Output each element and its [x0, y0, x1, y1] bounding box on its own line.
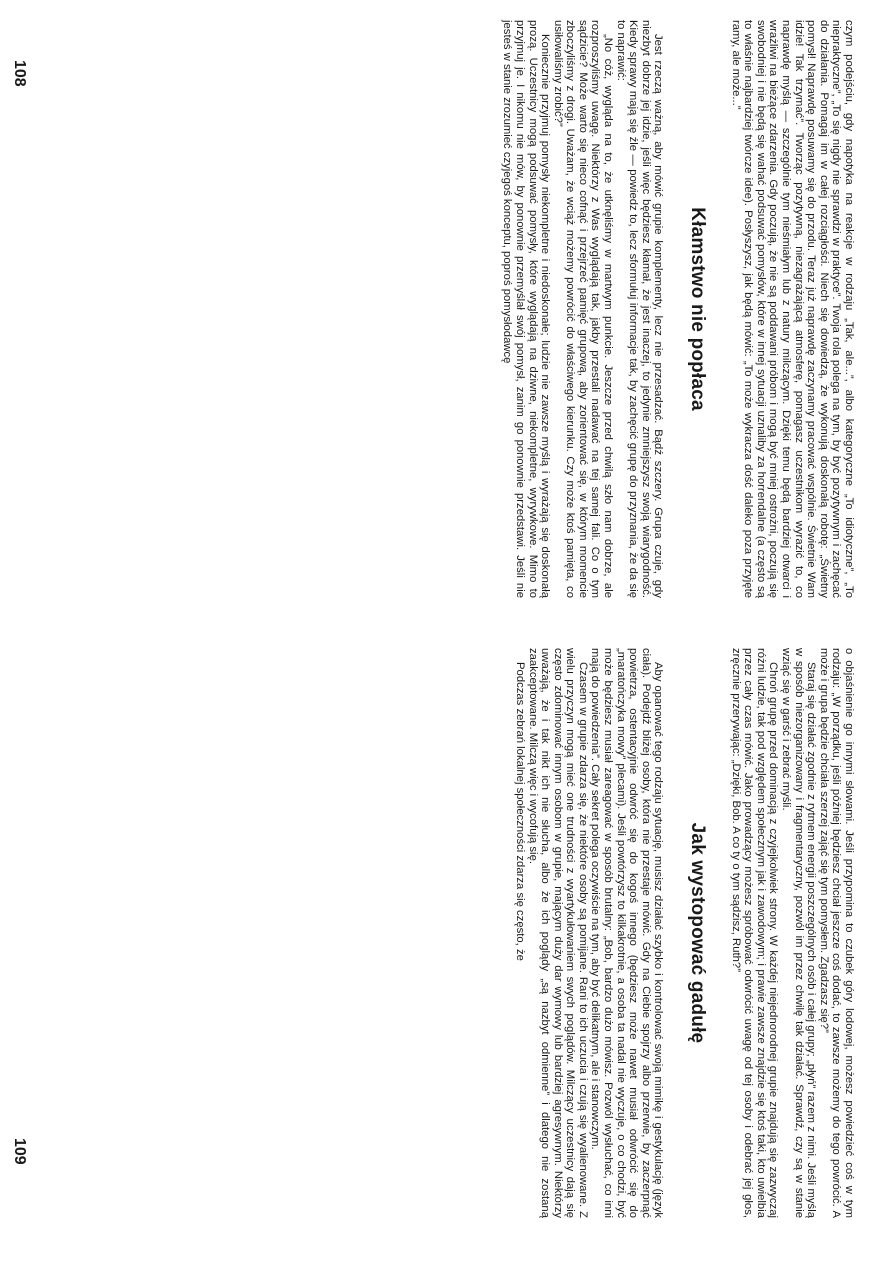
left-page [25, 20, 855, 598]
section-heading: Jak wystopować gadułę [687, 822, 709, 1044]
paragraph: Czasem w grupie zdarza się, że niektóre osoby są pomijane. Rani to ich uczucia i czują się wyalienowane. Z wielu przyczyn mogą mieć one trudności z wyartykułowaniem swych poglądów. Milczący uczestnicy dają się często zdominować innym osobom w grupie, mającym duży dar wymowy lub bardziej agresywnym. Niektórzy uważają, że i tak nikt ich nie słucha, albo że ich poglądy „są nazbyt odmienne” i dlatego nie zostaną zaakceptowane. Milczą więc i wycofują się. [526, 648, 589, 1218]
paragraph: Koniecznie przyjmuj pomysły niekompletne i niedoskonałe; ludzie nie zawsze myślą i wyrażają się doskonałą prozą. Uczestnicy mogą podsuwać pomysły, które wyglądają na dziwne, niekompletne, wyrywkowe. Mimo to przyjmuj je. I nikomu nie mów, by ponownie przemyślał swój pomysł, zanim go ponownie przedstawi. Jeśli nie jesteś w stanie zrozumieć czyjegoś konceptu, poproś pomysłodawcę [501, 20, 552, 598]
left-page-text [501, 20, 855, 598]
paragraph: Podczas zebrań lokalnej społeczności zdarza się często, że [513, 662, 526, 961]
paragraph: Chroń grupę przed dominacją z czyjejkolwiek strony. W każdej niejednorodnej grupie znajdują się zazwyczaj różni ludzie, tak pod względem społecznym jak i zawodowym; i prawie zawsze znajdzie się ktoś taki, kto uwielbia przez cały czas mówić. Jako prowadzący możesz spróbować odwrócić uwagę od tej osoby i odebrać jej głos, zręcznie przerywając: „Dzięki, Bob. A co ty o tym sądzisz, Ruth?” [729, 648, 780, 1218]
paragraph: Aby opanować tego rodzaju sytuację, musisz działać szybko i kontrolować swoją mimikę i gestykulację (język ciała). Podejdź bliżej osoby, która nie przestaje mówić. Gdy na Ciebie spojrzy albo przerwie, by zaczerpnąć powietrza, ostentacyjnie odwróć się do kogoś innego (będziesz może nawet musiał odwrócić się do „maratończyka mowy” plecami). Jeśli powtórzysz to kilkakrotnie, a osoba ta nadal nie wyczuje, o co chodzi, być może będziesz musiał zareagować w sposób brutalny: „Bob, bardzo dużo mówisz. Pozwól wysłuchać, co inni mają do powiedzenia”. Cały sekret polega oczywiście na tym, aby być delikatnym, ale i stanowczym. [589, 648, 665, 1218]
paragraph: Staraj się działać zgodnie z rytmem energii poszczególnych osób i całej grupy; „płyń” razem z nimi. Jeśli myślą w sposób niezorganizowany i fragmentaryczny, pozwól im przez chwilę tak działać. Sprawdź, czy są w stanie wziąć się w garść i zebrać myśli. [780, 648, 818, 1218]
right-page [25, 648, 855, 1218]
section-heading: Kłamstwo nie popłaca [687, 207, 709, 411]
right-page-text [513, 648, 855, 1218]
paragraph: Jest rzeczą ważną, aby mówić grupie komplementy, lecz nie przesadzać. Bądź szczery. Grupa czuje, gdy niezbyt dobrze jej idzie, jeśli więc będziesz kłamał, że jest inaczej, to jedynie zmniejszysz swoją wiarygodność. Kiedy sprawy mają się źle — powiedz to, lecz sformułuj informacje tak, by zachęcić grupę do przyznania, że da się to naprawić: [614, 20, 665, 598]
page-number-right: 109 [11, 1138, 28, 1165]
paragraph: o objaśnienie go innymi słowami. Jeśli przypomina to czubek góry lodowej, możesz powiedzieć coś w tym rodzaju: „W porządku, jeśli później będziesz chciał jeszcze coś dodać, to zawsze możemy do tego powrócić. A może i grupa będzie chciała szerzej zająć się tym pomysłem. Zgadzasz się?” [817, 648, 855, 1218]
paragraph: „No cóż, wygląda na to, że utknęliśmy w martwym punkcie. Jeszcze przed chwilą szło nam dobrze, ale rozproszyliśmy uwagę. Niektórzy z Was wyglądają tak, jakby przestali nadawać na tej samej fali. Co o tym sądzicie? Może warto się nieco cofnąć i przejrzeć pamięć grupową, aby zorientować się, w którym momencie zboczyliśmy z drogi. Uważam, że wciąż możemy powrócić do właściwego kierunku. Czy może ktoś pamięta, co usiłowaliśmy zrobić?” [551, 20, 615, 598]
paragraph: czym podejściu, gdy napotyka na reakcje w rodzaju „Tak, ale...”, albo kategoryczne „To idiotyczne”, „To niepraktyczne”, „To się nigdy nie sprawdzi w praktyce”. Twoja rola polega na tym, by być pozytywnym i zachęcać do działania. Pomagaj im w całej rozciągłości. Niech się dowiedzą, że wykonują doskonałą robotę: „Świetny pomysł! Naprawdę posuwamy się do przodu. Teraz już naprawdę zaczynamy pracować wspólnie. Świetnie Wam idzie! Tak trzymać”. Tworząc pozytywną, niezagrażającą atmosferę, pomagasz uczestnikom wyrazić to, co naprawdę myślą — szczególnie tym nieśmiałym lub z natury milczącym. Dzięki temu będą bardziej otwarci i wrażliwi na bieżące zdarzenia. Gdy poczują, że nie są poddawani próbom i mogą być mniej ostrożni, poczują się swobodniej i nie będą się wahać podsuwać pomysłów, które w innej sytuacji uznaliby za horrendalne (a często są to właśnie najbardziej twórcze idee). Posłyszysz, jak będą mówić: „To może wykracza dość daleko poza przyjęte ramy, ale może...” [729, 20, 855, 598]
page-number-left: 108 [11, 60, 28, 87]
